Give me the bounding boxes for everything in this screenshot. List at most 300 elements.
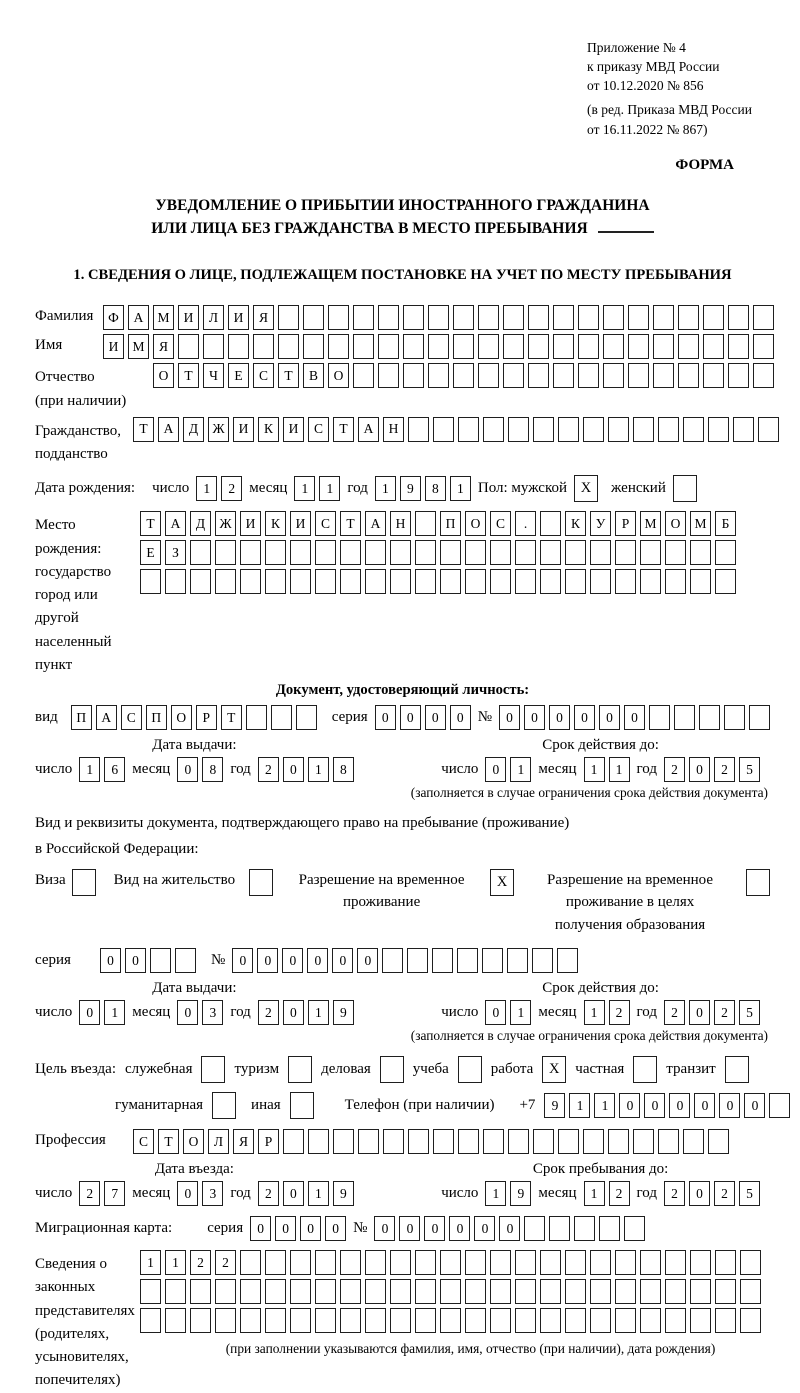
visa-label: Виза	[35, 871, 66, 888]
char-cell: 0	[307, 948, 328, 973]
day-label: число	[35, 761, 73, 778]
issue-date-heading: Дата выдачи:	[152, 980, 237, 997]
char-cell	[315, 540, 336, 565]
valid-date-heading: Срок действия до:	[542, 737, 659, 754]
char-cell	[246, 705, 267, 730]
char-cell: 1	[79, 757, 100, 782]
header-line: Приложение № 4	[587, 40, 686, 55]
char-cell	[353, 305, 374, 330]
temp-residence-education-label-line: Разрешение на временное	[547, 871, 714, 888]
residence-number-boxes	[232, 948, 578, 973]
representatives-boxes-row3	[140, 1308, 761, 1333]
char-cell	[574, 1216, 595, 1241]
char-cell	[515, 1279, 536, 1304]
char-cell	[433, 1129, 454, 1154]
surname-label: Фамилия	[35, 308, 94, 325]
char-cell	[290, 1279, 311, 1304]
char-cell	[690, 569, 711, 594]
char-cell	[390, 569, 411, 594]
char-cell	[358, 1129, 379, 1154]
char-cell	[615, 1279, 636, 1304]
char-cell: 6	[104, 757, 125, 782]
char-cell: Р	[258, 1129, 279, 1154]
char-cell: 8	[202, 757, 223, 782]
char-cell: 0	[275, 1216, 296, 1241]
char-cell	[340, 569, 361, 594]
char-cell	[390, 1308, 411, 1333]
char-cell	[433, 417, 454, 442]
residence-permit-label: Вид на жительство	[113, 871, 236, 888]
valid-day-boxes	[485, 757, 531, 782]
birth-date-label: Дата рождения:	[35, 480, 136, 497]
char-cell	[265, 569, 286, 594]
char-cell: 2	[714, 1000, 735, 1025]
purpose-transit-checkbox	[725, 1056, 749, 1083]
valid-date-heading: Срок действия до:	[542, 980, 659, 997]
char-cell	[353, 363, 374, 388]
char-cell	[365, 569, 386, 594]
male-checkbox: X	[574, 475, 598, 502]
doc-number-label: №	[477, 709, 492, 726]
char-cell: Т	[158, 1129, 179, 1154]
header-line: от 10.12.2020 № 856	[587, 78, 704, 94]
char-cell	[665, 1308, 686, 1333]
char-cell: 2	[609, 1181, 630, 1206]
char-cell: 0	[300, 1216, 321, 1241]
char-cell	[365, 1250, 386, 1275]
char-cell: С	[253, 363, 274, 388]
char-cell: 1	[594, 1093, 615, 1118]
char-cell	[283, 1129, 304, 1154]
char-cell: М	[640, 511, 661, 536]
char-cell	[303, 334, 324, 359]
char-cell	[615, 1308, 636, 1333]
char-cell	[728, 363, 749, 388]
purpose-label: Цель въезда:	[35, 1061, 116, 1078]
char-cell	[240, 540, 261, 565]
temp-residence-checkbox: X	[490, 869, 514, 896]
char-cell	[708, 417, 729, 442]
char-cell: 0	[744, 1093, 765, 1118]
char-cell	[340, 1308, 361, 1333]
char-cell	[703, 334, 724, 359]
char-cell: А	[96, 705, 117, 730]
char-cell	[265, 1279, 286, 1304]
validity-note: (заполняется в случае ограничения срока действия документа)	[410, 785, 768, 801]
patronymic-boxes	[153, 363, 774, 388]
char-cell: Я	[233, 1129, 254, 1154]
char-cell: Д	[190, 511, 211, 536]
char-cell: Ж	[208, 417, 229, 442]
birth-place-boxes-row1	[140, 511, 736, 536]
char-cell	[540, 1279, 561, 1304]
migration-card-row	[35, 1216, 770, 1241]
char-cell	[465, 1308, 486, 1333]
char-cell: З	[165, 540, 186, 565]
char-cell: 0	[257, 948, 278, 973]
char-cell: Н	[383, 417, 404, 442]
char-cell: 0	[283, 1000, 304, 1025]
char-cell: 1	[584, 757, 605, 782]
char-cell: 0	[719, 1093, 740, 1118]
char-cell	[403, 305, 424, 330]
char-cell	[428, 305, 449, 330]
char-cell: 8	[333, 757, 354, 782]
temp-residence-label-line: Разрешение на временное	[298, 871, 465, 888]
char-cell: 0	[283, 1181, 304, 1206]
char-cell	[628, 305, 649, 330]
migration-number-label: №	[353, 1220, 368, 1237]
char-cell	[540, 511, 561, 536]
year-label: год	[636, 761, 657, 778]
char-cell	[533, 1129, 554, 1154]
residence-permit-checkbox	[249, 869, 273, 896]
char-cell: В	[303, 363, 324, 388]
char-cell	[328, 334, 349, 359]
char-cell: О	[153, 363, 174, 388]
header-amendment	[587, 100, 770, 138]
char-cell: Л	[208, 1129, 229, 1154]
char-cell: 0	[250, 1216, 271, 1241]
birth-place-label-line: государство	[35, 563, 112, 580]
char-cell	[140, 1308, 161, 1333]
char-cell	[440, 1279, 461, 1304]
char-cell	[315, 1279, 336, 1304]
char-cell	[278, 305, 299, 330]
char-cell	[753, 363, 774, 388]
char-cell: 1	[140, 1250, 161, 1275]
char-cell: 1	[375, 476, 396, 501]
name-label: Имя	[35, 337, 63, 354]
valid-year-boxes	[664, 1000, 760, 1025]
char-cell	[353, 334, 374, 359]
char-cell	[553, 305, 574, 330]
char-cell	[753, 334, 774, 359]
char-cell: 2	[664, 1000, 685, 1025]
char-cell	[490, 540, 511, 565]
residence-doc-series-row	[35, 948, 770, 973]
char-cell	[583, 417, 604, 442]
char-cell	[465, 1250, 486, 1275]
title-line-1: УВЕДОМЛЕНИЕ О ПРИБЫТИИ ИНОСТРАННОГО ГРАЖДАНИНА	[155, 196, 650, 214]
valid-month-boxes	[584, 757, 630, 782]
char-cell	[403, 363, 424, 388]
name-row	[35, 334, 770, 359]
char-cell: К	[565, 511, 586, 536]
char-cell	[428, 363, 449, 388]
char-cell: И	[228, 305, 249, 330]
char-cell	[457, 948, 478, 973]
char-cell: 1	[308, 1181, 329, 1206]
char-cell	[528, 305, 549, 330]
header-reference	[587, 38, 770, 139]
char-cell: 2	[714, 757, 735, 782]
identity-doc-dates	[35, 737, 770, 782]
char-cell: 0	[232, 948, 253, 973]
month-label: месяц	[249, 480, 288, 497]
char-cell	[415, 511, 436, 536]
char-cell	[415, 1250, 436, 1275]
purpose-option-label: деловая	[321, 1061, 371, 1078]
patronymic-label-line: (при наличии)	[35, 392, 127, 409]
profession-row	[35, 1129, 770, 1154]
purpose-business-checkbox	[380, 1056, 404, 1083]
char-cell	[715, 1308, 736, 1333]
char-cell	[658, 1129, 679, 1154]
char-cell: 0	[485, 757, 506, 782]
char-cell	[583, 1129, 604, 1154]
char-cell: 0	[125, 948, 146, 973]
char-cell	[453, 334, 474, 359]
representatives-label-line: Сведения о	[35, 1256, 107, 1273]
char-cell: 0	[485, 1000, 506, 1025]
char-cell	[540, 569, 561, 594]
char-cell	[415, 540, 436, 565]
char-cell	[428, 334, 449, 359]
char-cell	[628, 363, 649, 388]
char-cell: 0	[357, 948, 378, 973]
char-cell	[140, 569, 161, 594]
char-cell: 1	[308, 757, 329, 782]
stay-year-boxes	[664, 1181, 760, 1206]
patronymic-label-line: Отчество	[35, 369, 95, 386]
month-label: месяц	[132, 1185, 171, 1202]
char-cell	[465, 1279, 486, 1304]
char-cell	[615, 1250, 636, 1275]
char-cell	[633, 417, 654, 442]
char-cell: Т	[140, 511, 161, 536]
issue-day-boxes	[79, 1000, 125, 1025]
char-cell: 0	[100, 948, 121, 973]
valid-month-boxes	[584, 1000, 630, 1025]
char-cell	[190, 1279, 211, 1304]
char-cell	[490, 569, 511, 594]
char-cell	[315, 569, 336, 594]
char-cell	[740, 1308, 761, 1333]
doc-number-boxes	[499, 705, 770, 730]
char-cell	[296, 705, 317, 730]
temp-residence-education-label	[528, 869, 732, 937]
char-cell: 1	[165, 1250, 186, 1275]
residence-number-label: №	[211, 952, 226, 969]
stay-month-boxes	[584, 1181, 630, 1206]
char-cell	[458, 417, 479, 442]
char-cell	[608, 1129, 629, 1154]
char-cell	[515, 569, 536, 594]
char-cell: Т	[133, 417, 154, 442]
char-cell	[215, 1308, 236, 1333]
char-cell	[265, 1250, 286, 1275]
char-cell: 5	[739, 1000, 760, 1025]
char-cell	[640, 569, 661, 594]
char-cell	[540, 1250, 561, 1275]
residence-intro-line: в Российской Федерации:	[35, 841, 199, 858]
char-cell: Т	[221, 705, 242, 730]
surname-boxes	[103, 305, 774, 330]
phone-boxes	[544, 1093, 790, 1118]
char-cell: 1	[569, 1093, 590, 1118]
validity-note: (заполняется в случае ограничения срока действия документа)	[410, 1028, 768, 1044]
char-cell	[674, 705, 695, 730]
char-cell: 0	[449, 1216, 470, 1241]
day-label: число	[441, 1185, 479, 1202]
char-cell: А	[165, 511, 186, 536]
birth-year-boxes	[375, 476, 471, 501]
char-cell	[758, 417, 779, 442]
char-cell	[508, 1129, 529, 1154]
char-cell	[240, 1308, 261, 1333]
female-label: женский	[611, 480, 666, 497]
char-cell	[490, 1308, 511, 1333]
char-cell	[690, 1250, 711, 1275]
char-cell	[633, 1129, 654, 1154]
char-cell	[683, 417, 704, 442]
month-label: месяц	[538, 1004, 577, 1021]
char-cell	[558, 417, 579, 442]
char-cell: 0	[425, 705, 446, 730]
char-cell	[590, 1279, 611, 1304]
char-cell: 0	[689, 757, 710, 782]
char-cell	[515, 1250, 536, 1275]
char-cell: Л	[203, 305, 224, 330]
identity-doc-heading: Документ, удостоверяющий личность:	[275, 682, 530, 699]
page-title	[35, 194, 770, 241]
char-cell	[328, 305, 349, 330]
char-cell	[378, 334, 399, 359]
char-cell	[728, 305, 749, 330]
char-cell	[649, 705, 670, 730]
char-cell: 0	[424, 1216, 445, 1241]
char-cell: 5	[739, 1181, 760, 1206]
char-cell: Т	[278, 363, 299, 388]
section1-heading: 1. СВЕДЕНИЯ О ЛИЦЕ, ПОДЛЕЖАЩЕМ ПОСТАНОВКЕ НА УЧЕТ ПО МЕСТУ ПРЕБЫВАНИЯ	[73, 267, 732, 284]
char-cell: 9	[400, 476, 421, 501]
char-cell	[528, 363, 549, 388]
entry-month-boxes	[177, 1181, 223, 1206]
char-cell	[769, 1093, 790, 1118]
phone-prefix: +7	[519, 1097, 536, 1114]
entry-date-group	[35, 1161, 354, 1206]
char-cell: 0	[332, 948, 353, 973]
char-cell	[540, 1308, 561, 1333]
char-cell: 0	[499, 1216, 520, 1241]
representatives-label-line: законных	[35, 1279, 96, 1296]
char-cell: Т	[340, 511, 361, 536]
purpose-option-label: туризм	[234, 1061, 280, 1078]
char-cell	[440, 1250, 461, 1275]
purpose-humanitarian-checkbox	[212, 1092, 236, 1119]
char-cell: 2	[215, 1250, 236, 1275]
char-cell: А	[158, 417, 179, 442]
char-cell	[590, 569, 611, 594]
char-cell: 0	[177, 1000, 198, 1025]
purpose-tourism-checkbox	[288, 1056, 312, 1083]
char-cell	[290, 1250, 311, 1275]
char-cell	[640, 540, 661, 565]
representatives-row	[35, 1250, 770, 1393]
char-cell	[365, 540, 386, 565]
char-cell	[215, 1279, 236, 1304]
char-cell: А	[365, 511, 386, 536]
char-cell: 1	[196, 476, 217, 501]
char-cell	[628, 334, 649, 359]
birth-day-boxes	[196, 476, 242, 501]
char-cell: 9	[333, 1000, 354, 1025]
year-label: год	[636, 1185, 657, 1202]
char-cell	[665, 569, 686, 594]
name-boxes	[103, 334, 774, 359]
char-cell: 0	[400, 705, 421, 730]
identity-valid-group	[441, 737, 760, 782]
char-cell	[390, 1279, 411, 1304]
birth-date-row	[35, 475, 770, 502]
char-cell	[432, 948, 453, 973]
char-cell	[290, 1308, 311, 1333]
char-cell	[678, 305, 699, 330]
char-cell: 0	[177, 757, 198, 782]
char-cell: 2	[258, 757, 279, 782]
char-cell	[578, 363, 599, 388]
char-cell	[683, 1129, 704, 1154]
issue-day-boxes	[79, 757, 125, 782]
char-cell: У	[590, 511, 611, 536]
doc-type-label: вид	[35, 709, 58, 726]
entry-date-heading: Дата въезда:	[154, 1161, 234, 1178]
char-cell: О	[465, 511, 486, 536]
char-cell: Н	[390, 511, 411, 536]
doc-type-boxes	[71, 705, 317, 730]
char-cell: К	[258, 417, 279, 442]
day-label: число	[441, 761, 479, 778]
title-line-2-text: ИЛИ ЛИЦА БЕЗ ГРАЖДАНСТВА В МЕСТО ПРЕБЫВАНИЯ	[151, 220, 588, 238]
visa-checkbox	[72, 869, 96, 896]
char-cell	[215, 569, 236, 594]
profession-label: Профессия	[35, 1132, 106, 1149]
char-cell: Р	[615, 511, 636, 536]
birth-place-label	[35, 511, 140, 677]
char-cell	[178, 334, 199, 359]
citizenship-row	[35, 417, 770, 467]
char-cell: 8	[425, 476, 446, 501]
valid-year-boxes	[664, 757, 760, 782]
char-cell: 2	[190, 1250, 211, 1275]
issue-year-boxes	[258, 1000, 354, 1025]
char-cell	[478, 363, 499, 388]
char-cell	[533, 417, 554, 442]
char-cell: О	[183, 1129, 204, 1154]
char-cell	[378, 363, 399, 388]
char-cell: 1	[609, 757, 630, 782]
patronymic-row	[35, 363, 770, 413]
char-cell: Ф	[103, 305, 124, 330]
title-line-2	[35, 217, 770, 240]
char-cell: С	[121, 705, 142, 730]
char-cell: 1	[308, 1000, 329, 1025]
char-cell	[290, 569, 311, 594]
char-cell	[408, 417, 429, 442]
profession-boxes	[133, 1129, 729, 1154]
char-cell	[715, 540, 736, 565]
char-cell	[465, 540, 486, 565]
char-cell: 0	[624, 705, 645, 730]
char-cell: 0	[574, 705, 595, 730]
char-cell	[565, 1250, 586, 1275]
char-cell	[549, 1216, 570, 1241]
char-cell: 0	[694, 1093, 715, 1118]
char-cell	[478, 305, 499, 330]
char-cell	[333, 1129, 354, 1154]
char-cell: М	[153, 305, 174, 330]
